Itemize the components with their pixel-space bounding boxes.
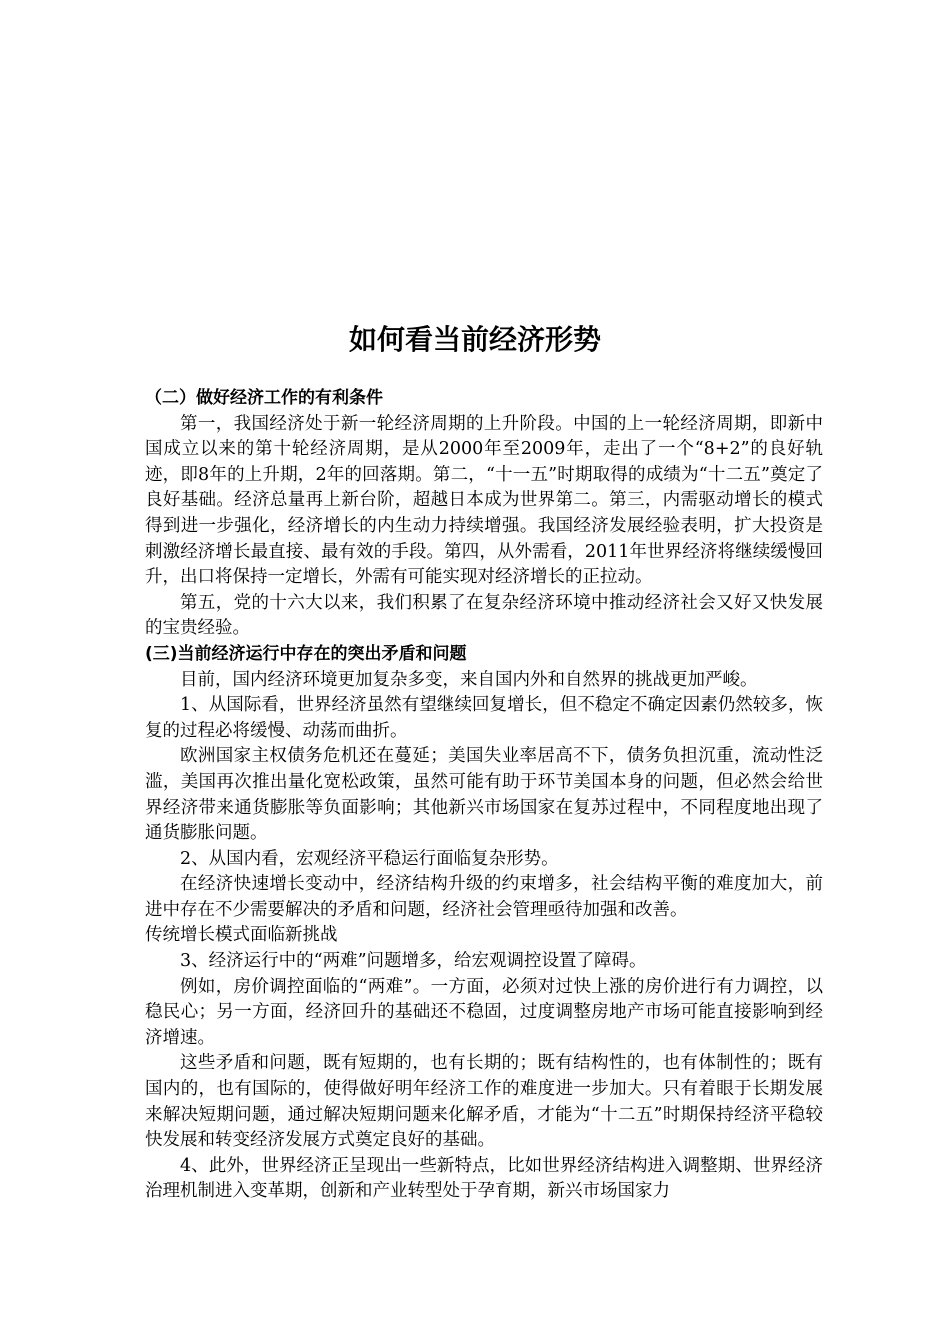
- paragraph: 第五，党的十六大以来，我们积累了在复杂经济环境中推动经济社会又好又快发展的宝贵经验。: [145, 592, 823, 639]
- section-heading-2: （二）做好经济工作的有利条件: [145, 388, 383, 408]
- paragraph: 欧洲国家主权债务危机还在蔓延；美国失业率居高不下，债务负担沉重，流动性泛滥，美国再次推出量化宽松政策，虽然可能有助于环节美国本身的问题，但必然会给世界经济带来通货膨胀等负面影响；其他新兴市场国家在复苏过程中，不同程度地出现了通货膨胀问题。: [145, 746, 823, 844]
- paragraph: 在经济快速增长变动中，经济结构升级的约束增多，社会结构平衡的难度加大，前进中存在不少需要解决的矛盾和问题，经济社会管理亟待加强和改善。: [145, 874, 823, 920]
- paragraph: 传统增长模式面临新挑战: [145, 925, 338, 946]
- paragraph: 目前，国内经济环境更加复杂多变，来自国内外和自然界的挑战更加严峻。: [180, 669, 758, 690]
- paragraph: 例如，房价调控面临的“两难”。一方面，必须对过快上涨的房价进行有力调控，以稳民心；另一方面，经济回升的基础还不稳固，过度调整房地产市场可能直接影响到经济增速。: [145, 976, 823, 1048]
- paragraph: 3、经济运行中的“两难”问题增多，给宏观调控设置了障碍。: [180, 951, 647, 972]
- section-heading-3: (三)当前经济运行中存在的突出矛盾和问题: [145, 643, 467, 664]
- paragraph: 这些矛盾和问题，既有短期的，也有长期的；既有结构性的，也有体制性的；既有国内的，也有国际的，使得做好明年经济工作的难度进一步加大。只有着眼于长期发展来解决短期问题，通过解决短期问题来化解矛盾，才能为“十二五”时期保持经济平稳较快发展和转变经济发展方式奠定良好的基础。: [145, 1053, 823, 1151]
- paragraph: 2、从国内看，宏观经济平稳运行面临复杂形势。: [180, 848, 559, 869]
- paragraph: 4、此外，世界经济正呈现出一些新特点，比如世界经济结构进入调整期、世界经济治理机制进入变革期，创新和产业转型处于孕育期，新兴市场国家力: [145, 1155, 823, 1202]
- paragraph: 第一，我国经济处于新一轮经济周期的上升阶段。中国的上一轮经济周期，即新中国成立以来的第十轮经济周期，是从2000年至2009年，走出了一个“8+2”的良好轨迹，即8年的上升期，2年的回落期。第二，“十一五”时期取得的成绩为“十二五”奠定了良好基础。经济总量再上新台阶，超越日本成为世界第二。第三，内需驱动增长的模式得到进一步强化，经济增长的内生动力持续增强。我国经济发展经验表明，扩大投资是刺激经济增长最直接、最有效的手段。第四，从外需看，2011年世界经济将继续缓慢回升，出口将保持一定增长，外需有可能实现对经济增长的正拉动。: [145, 413, 823, 588]
- document-title: 如何看当前经济形势: [348, 323, 601, 356]
- document-body: [145, 386, 823, 1205]
- paragraph: 1、从国际看，世界经济虽然有望继续回复增长，但不稳定不确定因素仍然较多，恢复的过程必将缓慢、动荡而曲折。: [145, 695, 823, 741]
